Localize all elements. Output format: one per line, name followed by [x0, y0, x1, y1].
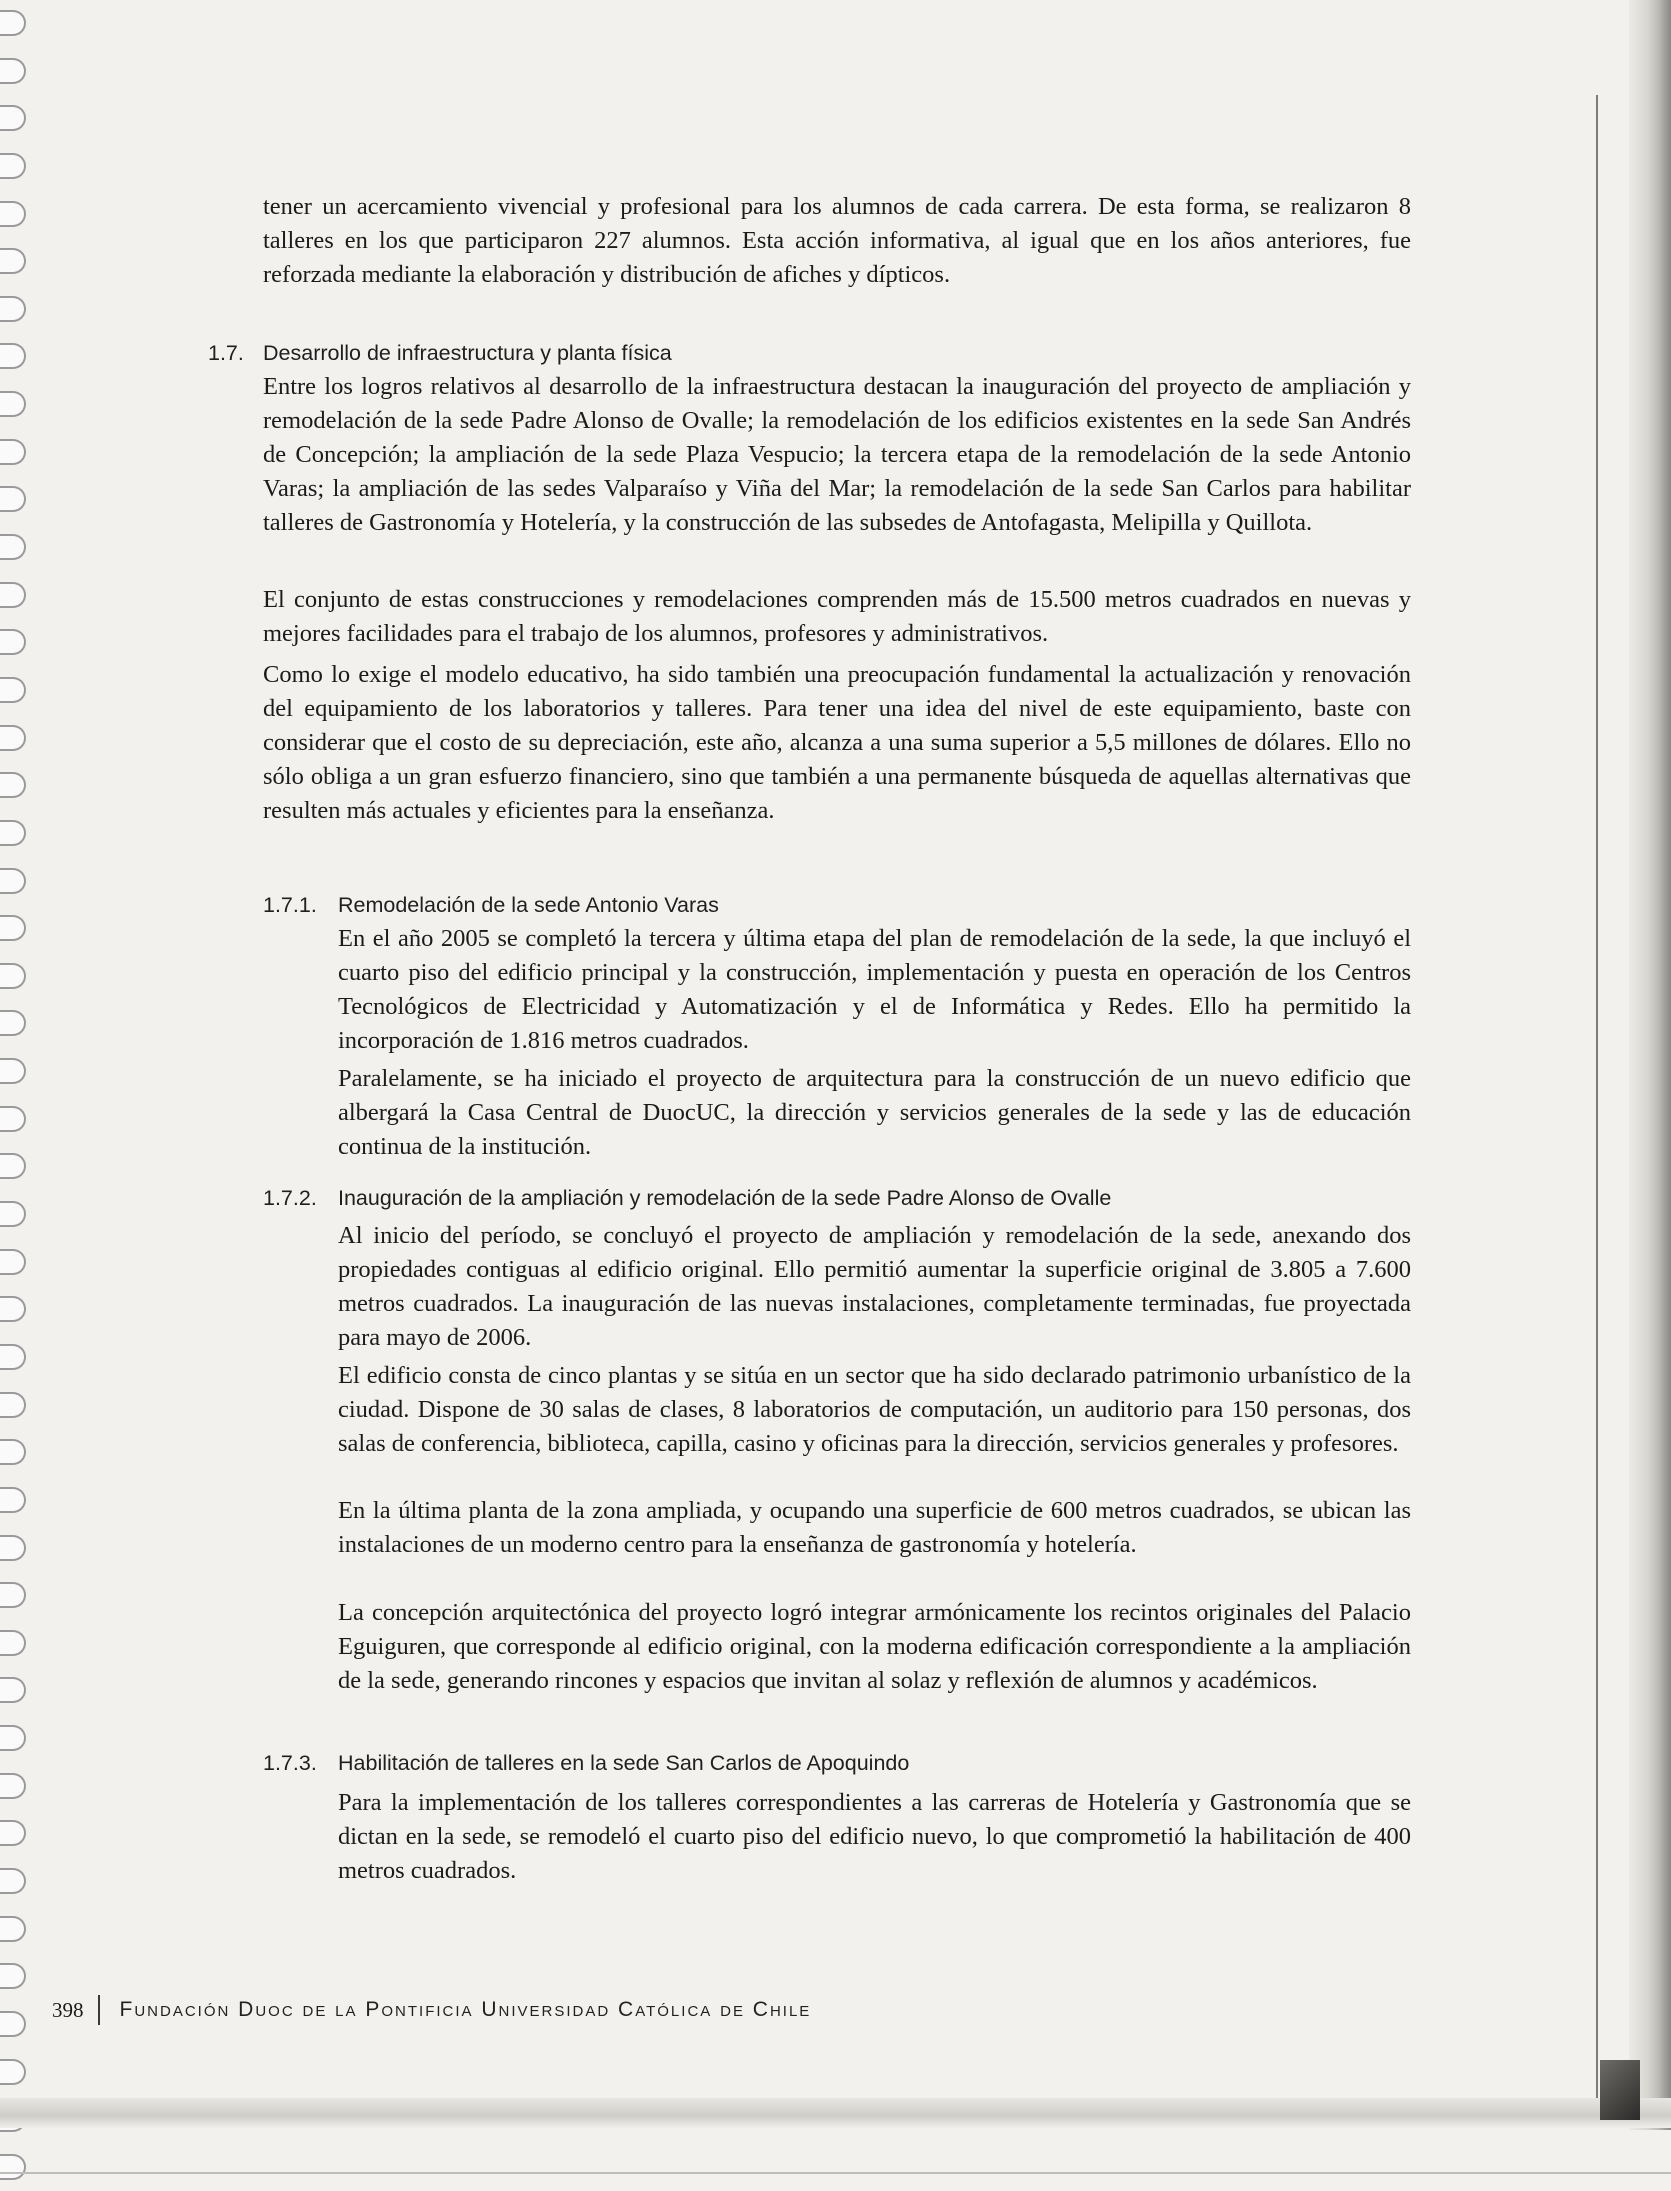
binding-hole	[0, 2059, 26, 2085]
binding-hole	[0, 1010, 26, 1036]
section-number: 1.7.3.	[263, 1751, 317, 1775]
binding-hole	[0, 10, 26, 36]
section-number: 1.7.2.	[263, 1186, 317, 1210]
section-title: Desarrollo de infraestructura y planta física	[263, 341, 672, 365]
binding-hole	[0, 153, 26, 179]
section-heading-1-7-3	[263, 1748, 909, 1778]
binding-hole	[0, 1344, 26, 1370]
binding-hole	[0, 391, 26, 417]
binding-hole	[0, 1630, 26, 1656]
section-title: Inauguración de la ampliación y remodelación de la sede Padre Alonso de Ovalle	[338, 1186, 1112, 1210]
section-1-7-2-paragraph-4: La concepción arquitectónica del proyecto logró integrar armónicamente los recintos originales del Palacio Eguiguren, que corresponde al edificio original, con la moderna edificación correspondiente a la ampliación de la sede, generando rincones y espacios que invitan al solaz y reflexión de alumnos y académicos.	[338, 1599, 1411, 1694]
section-heading-1-7-1	[263, 890, 719, 920]
binding-hole	[0, 1868, 26, 1894]
section-1-7-1-paragraph-1: En el año 2005 se completó la tercera y última etapa del plan de remodelación de la sede, la que incluyó el cuarto piso del edificio principal y la construcción, implementación y puesta en operación de los Centros Tecnológicos de Electricidad y Automatización y el de Informática y Redes. Ello ha permitido la incorporación de 1.816 metros cuadrados.	[338, 925, 1411, 1054]
binding-hole	[0, 963, 26, 989]
binding-hole	[0, 1582, 26, 1608]
binding-hole	[0, 725, 26, 751]
section-1-7-1-paragraph-2: Paralelamente, se ha iniciado el proyecto de arquitectura para la construcción de un nuevo edificio que albergará la Casa Central de DuocUC, la dirección y servicios generales de la sede y las de educación continua de la institución.	[338, 1065, 1411, 1160]
section-1-7-paragraph-2: El conjunto de estas construcciones y remodelaciones comprenden más de 15.500 metros cuadrados en nuevas y mejores facilidades para el trabajo de los alumnos, profesores y administrativos.	[263, 586, 1411, 647]
scan-bottom-line	[0, 2172, 1671, 2174]
binding-hole	[0, 2154, 26, 2180]
binding-hole	[0, 1963, 26, 1989]
binding-hole	[0, 629, 26, 655]
binding-hole	[0, 1249, 26, 1275]
section-1-7-paragraph-1: Entre los logros relativos al desarrollo de la infraestructura destacan la inauguración del proyecto de ampliación y remodelación de la sede Padre Alonso de Ovalle; la remodelación de los edificios existentes en la sede San Andrés de Concepción; la ampliación de la sede Plaza Vespucio; la tercera etapa de la remodelación de la sede Antonio Varas; la ampliación de las sedes Valparaíso y Viña del Mar; la remodelación de la sede San Carlos para habilitar talleres de Gastronomía y Hotelería, y la construcción de las subsedes de Antofagasta, Melipilla y Quillota.	[263, 373, 1411, 536]
binding-hole	[0, 1535, 26, 1561]
binding-hole	[0, 439, 26, 465]
section-1-7-2-paragraph-2: El edificio consta de cinco plantas y se sitúa en un sector que ha sido declarado patrimonio urbanístico de la ciudad. Dispone de 30 salas de clases, 8 laboratorios de computación, un auditorio para 150 personas, dos salas de conferencia, biblioteca, capilla, casino y oficinas para la dirección, servicios generales y profesores.	[338, 1362, 1411, 1457]
section-1-7-paragraph-3: Como lo exige el modelo educativo, ha sido también una preocupación fundamental la actualización y renovación del equipamiento de los laboratorios y talleres. Para tener una idea del nivel de este equipamiento, baste con considerar que el costo de su depreciación, este año, alcanza a una suma superior a 5,5 millones de dólares. Ello no sólo obliga a un gran esfuerzo financiero, sino que también a una permanente búsqueda de aquellas alternativas que resulten más actuales y eficientes para la enseñanza.	[263, 661, 1411, 824]
binding-hole	[0, 58, 26, 84]
section-1-7-2-paragraph-1: Al inicio del período, se concluyó el proyecto de ampliación y remodelación de la sede, anexando dos propiedades contiguas al edificio original. Ello permitió aumentar la superficie original de 3.805 a 7.600 metros cuadrados. La inauguración de las nuevas instalaciones, completamente terminadas, fue proyectada para mayo de 2006.	[338, 1222, 1411, 1351]
binding-hole	[0, 105, 26, 131]
binding-hole	[0, 1106, 26, 1132]
binding-hole	[0, 1916, 26, 1942]
binding-hole	[0, 343, 26, 369]
binding-hole	[0, 582, 26, 608]
binding-hole	[0, 677, 26, 703]
binding-hole	[0, 868, 26, 894]
footer-organization: Fundación Duoc de la Pontificia Universidad Católica de Chile	[119, 1998, 812, 2021]
binding-hole	[0, 1677, 26, 1703]
page-bottom-edge	[0, 2098, 1671, 2128]
binding-hole	[0, 772, 26, 798]
section-heading-1-7-2	[263, 1183, 1111, 1213]
section-1-7-3-paragraph-1: Para la implementación de los talleres correspondientes a las carreras de Hotelería y Gastronomía que se dictan en la sede, se remodeló el cuarto piso del edificio nuevo, lo que comprometió la habilitación de 400 metros cuadrados.	[338, 1789, 1411, 1884]
binding-hole	[0, 1773, 26, 1799]
binding-hole	[0, 915, 26, 941]
binding-hole	[0, 1201, 26, 1227]
page-edge-shadow	[1629, 0, 1671, 2130]
binding-hole	[0, 2011, 26, 2037]
page-footer	[52, 1995, 811, 2025]
intro-paragraph: tener un acercamiento vivencial y profesional para los alumnos de cada carrera. De esta forma, se realizaron 8 talleres en los que participaron 227 alumnos. Esta acción informativa, al igual que en los años anteriores, fue reforzada mediante la elaboración y distribución de afiches y dípticos.	[263, 193, 1411, 288]
binding-hole	[0, 486, 26, 512]
section-title: Remodelación de la sede Antonio Varas	[338, 893, 719, 917]
binding-hole	[0, 1153, 26, 1179]
footer-divider	[98, 1995, 100, 2025]
section-number: 1.7.	[208, 341, 244, 365]
page-fold-line	[1596, 95, 1598, 2105]
page-corner-shadow	[1600, 2060, 1640, 2120]
binding-hole	[0, 1058, 26, 1084]
section-title: Habilitación de talleres en la sede San Carlos de Apoquindo	[338, 1751, 910, 1775]
binding-hole	[0, 1392, 26, 1418]
binding-hole	[0, 201, 26, 227]
section-heading-1-7	[208, 338, 672, 368]
spiral-binding	[0, 10, 30, 2180]
binding-hole	[0, 820, 26, 846]
binding-hole	[0, 296, 26, 322]
binding-hole	[0, 1820, 26, 1846]
binding-hole	[0, 248, 26, 274]
binding-hole	[0, 1487, 26, 1513]
section-number: 1.7.1.	[263, 893, 317, 917]
section-1-7-2-paragraph-3: En la última planta de la zona ampliada, y ocupando una superficie de 600 metros cuadrados, se ubican las instalaciones de un moderno centro para la enseñanza de gastronomía y hotelería.	[338, 1497, 1411, 1558]
binding-hole	[0, 1439, 26, 1465]
binding-hole	[0, 1296, 26, 1322]
binding-hole	[0, 534, 26, 560]
page-number: 398	[52, 1997, 84, 2022]
binding-hole	[0, 1725, 26, 1751]
